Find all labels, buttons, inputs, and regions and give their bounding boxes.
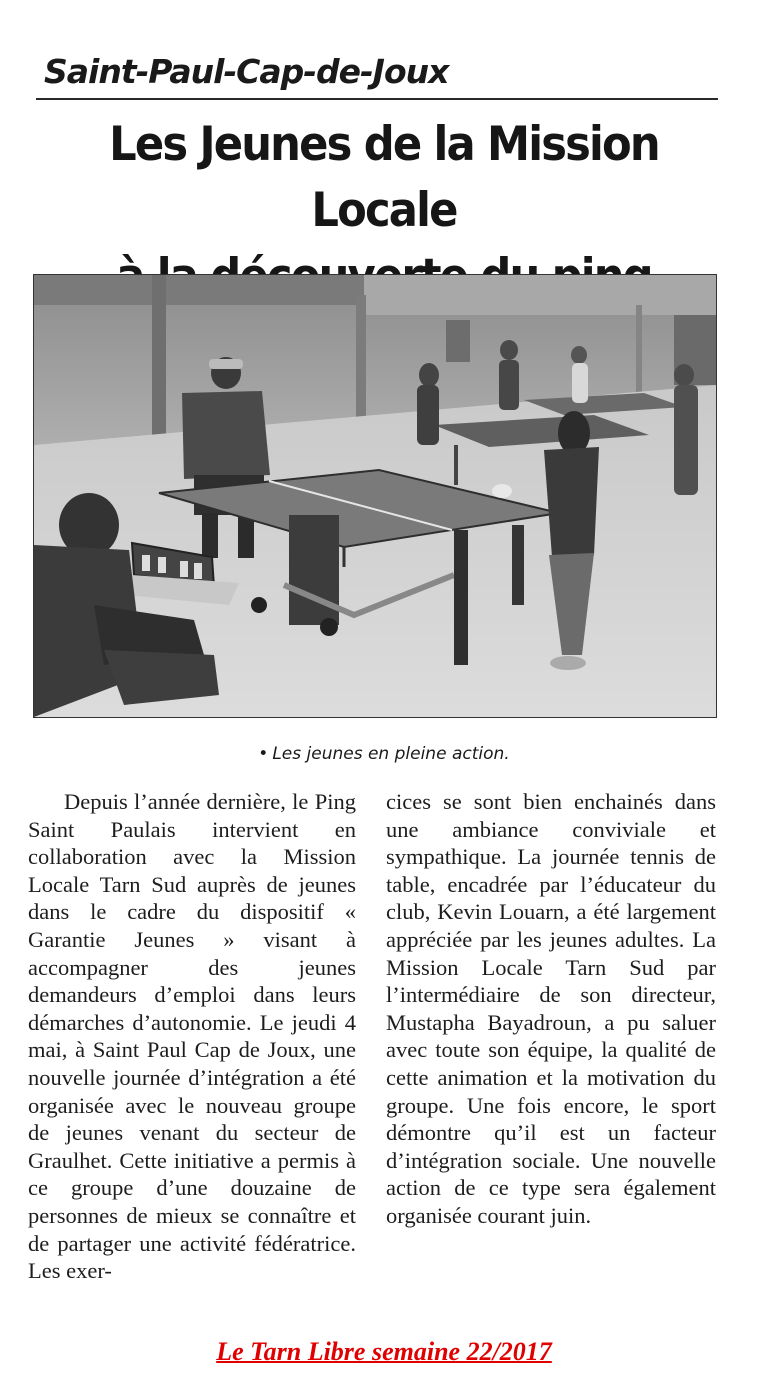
photo-caption xyxy=(0,744,768,764)
caption-text: Les jeunes en pleine action. xyxy=(272,744,510,764)
article-column-2 xyxy=(386,788,716,1230)
caption-bullet: • xyxy=(258,744,269,764)
kicker-divider xyxy=(36,98,718,100)
body-paragraph-1: Depuis l’année dernière, le Ping Saint Paulais intervient en collaboration avec la Mission Locale Tarn Sud auprès de jeunes dans le cadre du dispositif « Garantie Jeunes » visant à accompagner des jeunes demandeurs d’emploi dans leurs démarches d’autonomie. Le jeudi 4 mai, à Saint Paul Cap de Joux, une nouvelle journée d’intégration a été organisée avec le nouveau groupe de jeunes venant du secteur de Graulhet. Cette initiative a permis à ce groupe d’une douzaine de personnes de mieux se connaître et de partager une activité fédératrice. Les exer- xyxy=(28,789,356,1284)
headline-line-1: Les Jeunes de la Mission Locale xyxy=(109,117,659,238)
source-citation xyxy=(0,1337,768,1367)
ping-pong-scene-illustration xyxy=(34,275,716,717)
article-column-1 xyxy=(28,788,356,1285)
source-text: Le Tarn Libre semaine 22/2017 xyxy=(216,1337,552,1366)
body-paragraph-2: cices se sont bien enchainés dans une ambiance conviviale et sympathique. La journée tennis de table, encadrée par l’éducateur du club, Kevin Louarn, a été largement appréciée par les jeunes adultes. La Mission Locale Tarn Sud par l’intermédiaire de son directeur, Mustapha Bayadroun, a pu saluer avec toute son équipe, la qualité de cette animation et la motivation du groupe. Une fois encore, le sport démontre qu’il est un facteur d’intégration sociale. Une nouvelle action de ce type sera également organisée courant juin. xyxy=(386,789,716,1228)
section-kicker: Saint-Paul-Cap-de-Joux xyxy=(44,52,449,91)
article-photo xyxy=(33,274,717,718)
